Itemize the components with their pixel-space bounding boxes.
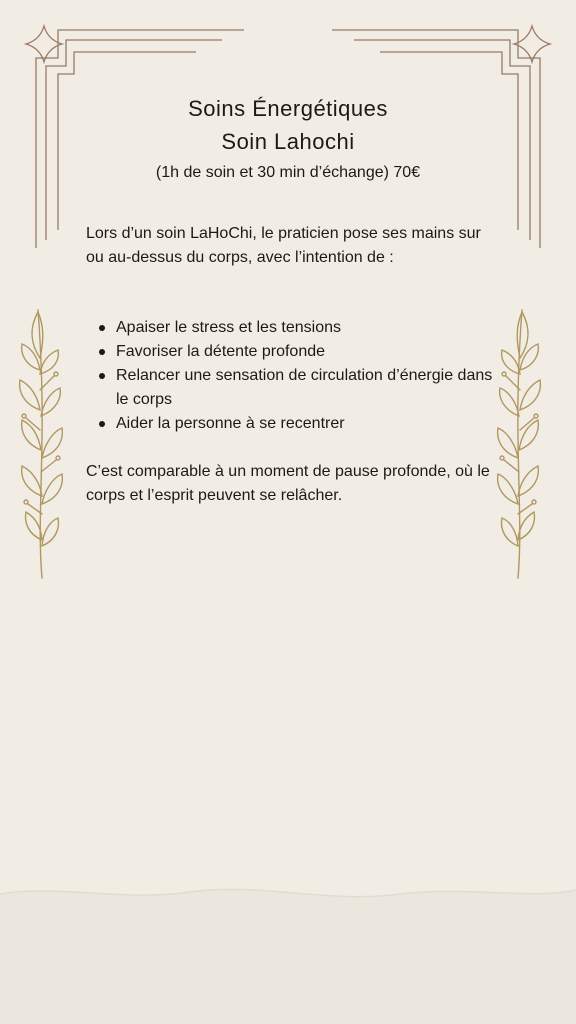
service-title: Soin Lahochi xyxy=(221,129,355,154)
benefits-list xyxy=(86,316,496,436)
sparkle-icon xyxy=(514,26,550,62)
intro-paragraph: Lors d’un soin LaHoChi, le praticien pose ses mains sur ou au-dessus du corps, avec l’intention de : xyxy=(86,225,481,266)
closing-paragraph: C’est comparable à un moment de pause profonde, où le corps et l’esprit peuvent se relâcher. xyxy=(86,463,490,504)
duration-price: (1h de soin et 30 min d’échange) 70€ xyxy=(155,164,421,181)
leaf-branch-icon xyxy=(14,300,70,580)
sparkle-icon xyxy=(26,26,62,62)
list-item: Relancer une sensation de circulation d’énergie dans le corps xyxy=(86,364,496,412)
list-item: Aider la personne à se recentrer xyxy=(86,412,496,436)
list-item: Apaiser le stress et les tensions xyxy=(86,316,496,340)
list-item: Favoriser la détente profonde xyxy=(86,340,496,364)
paper-texture xyxy=(0,880,576,1024)
leaf-branch-icon xyxy=(490,300,546,580)
page-title: Soins Énergétiques xyxy=(188,96,388,121)
